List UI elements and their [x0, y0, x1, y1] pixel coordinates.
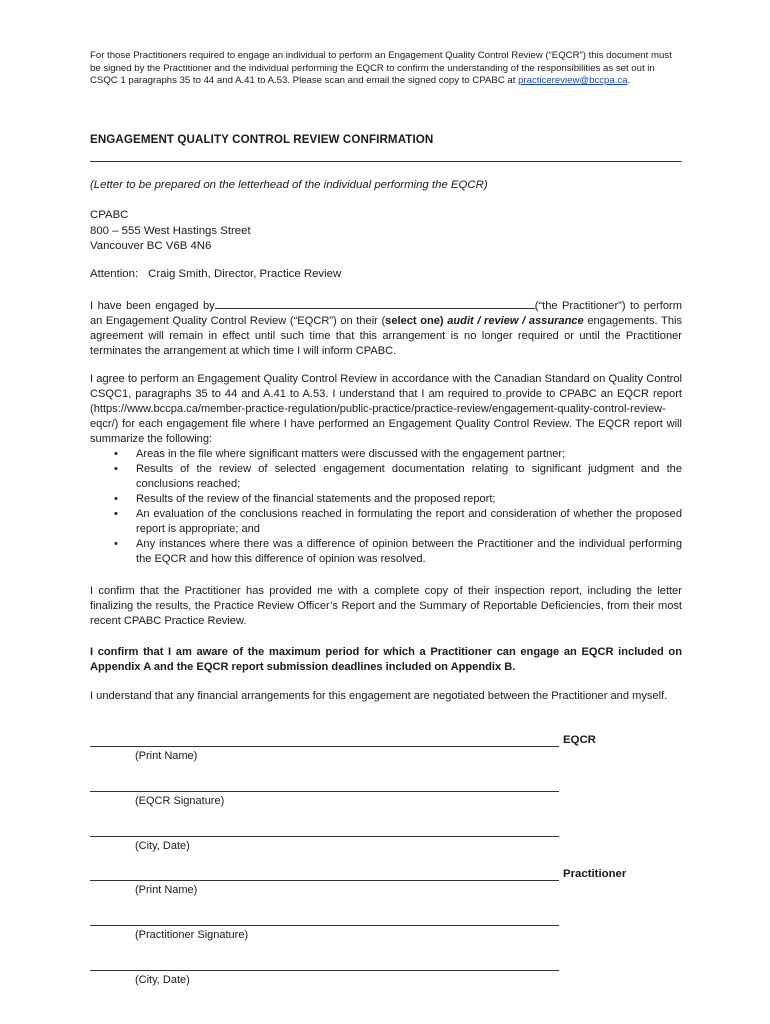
- practitioner-name-blank[interactable]: [215, 297, 535, 309]
- intro-text: For those Practitioners required to engage an individual to perform an Engagement Quality Control Review (“EQCR”) this document must be signed by the Practitioner and the individual performing the EQCR to confirm the understanding of the responsibilities as set out in CSQC 1 paragraphs 35 to 44 and A.41 to A.53. Please scan and email the signed copy to CPABC at: [90, 50, 672, 86]
- city-date-label: (City, Date): [135, 974, 190, 986]
- appendix-paragraph: I confirm that I am aware of the maximum period for which a Practitioner can engage an EQCR included on Appendix A and the EQCR report submission deadlines included on Appendix B.: [90, 646, 682, 673]
- list-item: • Any instances where there was a difference of opinion between the Practitioner and the individual performing the EQCR and how this difference of opinion was resolved.: [136, 537, 682, 567]
- engagement-text: engagements. This agreement will remain in effect until such time that this arrangement is no longer required or until the Practitioner terminates the arrangement at which time I will inform CPABC.: [90, 315, 682, 357]
- address-line: 800 – 555 West Hastings Street: [90, 224, 251, 237]
- practitioner-print-name-line[interactable]: [90, 880, 559, 881]
- eqcr-signature-label: (EQCR Signature): [135, 795, 225, 807]
- list-item: • An evaluation of the conclusions reached in formulating the report and consideration of whether the proposed report is appropriate; and: [136, 507, 682, 537]
- letterhead-note: (Letter to be prepared on the letterhead of the individual performing the EQCR): [90, 179, 488, 191]
- document-title: ENGAGEMENT QUALITY CONTROL REVIEW CONFIRMATION: [90, 133, 434, 146]
- engagement-paragraph: [90, 297, 682, 359]
- report-items-list: [90, 447, 682, 567]
- recipient-address: [90, 208, 251, 255]
- select-one-label: select one): [385, 315, 444, 327]
- practitioner-city-date-line[interactable]: [90, 970, 559, 971]
- intro-note: [90, 50, 682, 88]
- eqcr-role-label: EQCR: [563, 734, 596, 746]
- engagement-text: I have been engaged by: [90, 300, 215, 312]
- print-name-label: (Print Name): [135, 750, 198, 762]
- eqcr-city-date-line[interactable]: [90, 836, 559, 837]
- financial-paragraph: I understand that any financial arrangements for this engagement are negotiated between the Practitioner and myself.: [90, 690, 668, 702]
- practitioner-role-label: Practitioner: [563, 868, 627, 880]
- intro-trailing: .: [627, 75, 631, 86]
- practitioner-signature-label: (Practitioner Signature): [135, 929, 249, 941]
- attention-label: Attention:: [90, 268, 139, 280]
- list-item: • Results of the review of the financial statements and the proposed report;: [136, 492, 682, 507]
- agreement-paragraph: [90, 372, 682, 567]
- engagement-text: (“the Practitioner”) to perform an Engagement Quality Control Review (“EQCR”) on their (: [90, 300, 682, 327]
- attention-line: [90, 268, 341, 280]
- list-item: • Areas in the file where significant matters were discussed with the engagement partner;: [136, 447, 682, 462]
- attention-value: Craig Smith, Director, Practice Review: [148, 268, 342, 280]
- eqcr-signature-line[interactable]: [90, 791, 559, 792]
- city-date-label: (City, Date): [135, 840, 190, 852]
- title-divider: [90, 161, 682, 162]
- inspection-paragraph: I confirm that the Practitioner has provided me with a complete copy of their inspection report, including the letter finalizing the results, the Practice Review Officer’s Report and the Summary of Reportable Deficiencies, from their most recent CPABC Practice Review.: [90, 585, 682, 627]
- address-line: CPABC: [90, 209, 129, 221]
- eqcr-print-name-line[interactable]: [90, 746, 559, 747]
- address-line: Vancouver BC V6B 4N6: [90, 240, 212, 252]
- practitioner-signature-line[interactable]: [90, 925, 559, 926]
- print-name-label: (Print Name): [135, 884, 198, 896]
- engagement-type-options: audit / review / assurance: [443, 315, 584, 327]
- agreement-text: I agree to perform an Engagement Quality Control Review in accordance with the Canadian Standard on Quality Control CSQC1, paragraphs 35 to 44 and A.41 to A.53. I understand that I am required to provide to CPABC an EQCR report (https://www.bccpa.ca/member-practice-regulation/public-practice/practice-review/engagement-quality-control-review-eqcr/) for each engagement file where I have performed an Engagement Quality Control Review. The EQCR report will summarize the following:: [90, 373, 682, 445]
- email-link[interactable]: practicereview@bccpa.ca: [518, 75, 628, 86]
- list-item: • Results of the review of selected engagement documentation relating to significant judgment and the conclusions reached;: [136, 462, 682, 492]
